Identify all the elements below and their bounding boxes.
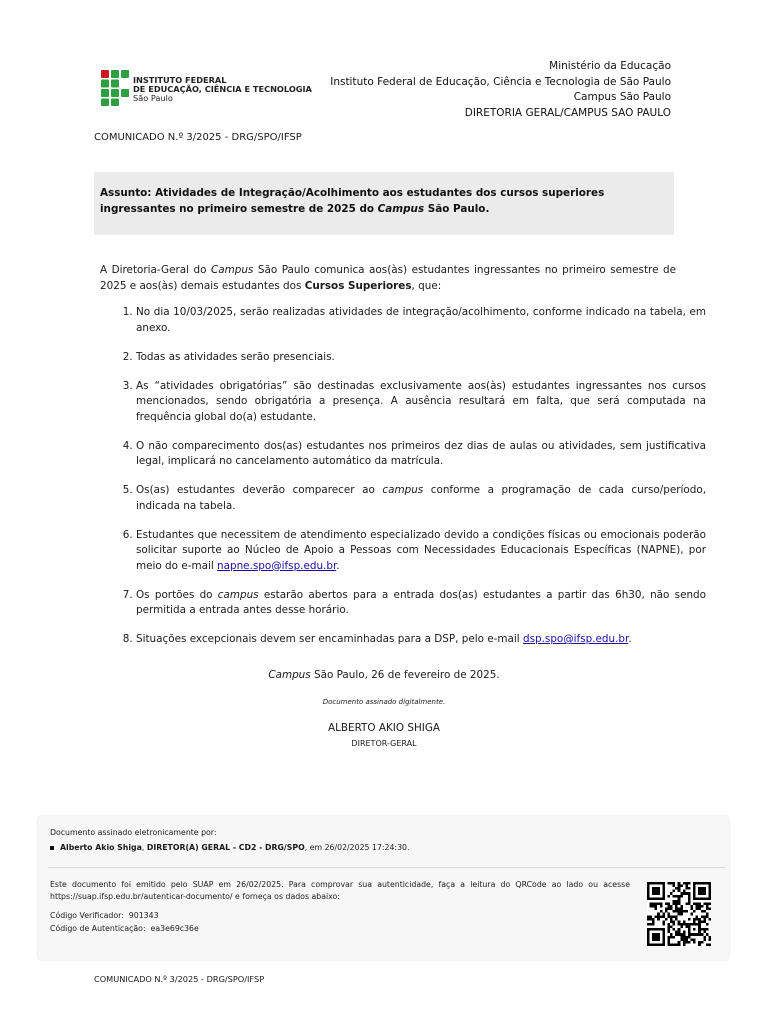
item-1-text: No dia 10/03/2025, serão realizadas atividades de integração/acolhimento, conforme indicado na tabela, em anexo. (136, 306, 706, 334)
ifsp-logo-text (133, 76, 312, 103)
verification-text: Este documento foi emitido pelo SUAP em 26/02/2025. Para comprovar sua autenticidade, faça a leitura do QRCode ao lado ou acesse https://suap.ifsp.edu.br/autenticar-documento/ e forneça os dados abaixo: (50, 880, 630, 901)
item-5-text-1: Os(as) estudantes deverão comparecer ao (136, 484, 383, 496)
item-7-campus: campus (217, 588, 259, 601)
institute-name: Instituto Federal de Educação, Ciência e Tecnologia de São Paulo (330, 75, 671, 88)
logo-line-1: INSTITUTO FEDERAL (133, 75, 227, 85)
date-text: São Paulo, 26 de fevereiro de 2025. (310, 669, 500, 681)
logo-line-2: DE EDUCAÇÃO, CIÊNCIA E TECNOLOGIA (133, 84, 312, 94)
list-item (136, 588, 706, 619)
signature-signer: Alberto Akio Shiga (60, 843, 142, 852)
ifsp-logo-grid-icon (101, 70, 129, 106)
ministry-name: Ministério da Educação (549, 60, 671, 72)
napne-email-link[interactable]: napne.spo@ifsp.edu.br (217, 559, 337, 572)
divider (48, 867, 726, 868)
list-item (136, 379, 706, 426)
campus-name: Campus São Paulo (573, 91, 671, 103)
intro-text-1: A Diretoria-Geral do (100, 264, 211, 276)
item-8-text-2: . (628, 633, 632, 645)
intro-paragraph (100, 263, 676, 294)
item-6-text-2: . (336, 559, 340, 572)
signer-name: ALBERTO AKIO SHIGA (328, 722, 440, 734)
verifier-code-label: Código Verificador: (50, 911, 124, 920)
auth-code-label: Código de Autenticação: (50, 923, 146, 933)
verification-codes (50, 910, 199, 935)
subject-campus: Campus (377, 203, 425, 215)
signature-role: DIRETOR(A) GERAL - CD2 - DRG/SPO (146, 843, 305, 852)
signature-panel-title: Documento assinado eletronicamente por: (50, 828, 217, 837)
item-5-campus: campus (382, 484, 424, 496)
list-item (136, 528, 706, 575)
item-3-text: As “atividades obrigatórias” são destinadas exclusivamente aos(às) estudantes ingressantes nos cursos mencionados, sendo obrigatória a presença. A ausência resultará em falta, que será computada na frequência global do(a) estudante. (136, 379, 706, 423)
announcement-list (100, 305, 706, 661)
signature-when: , em 26/02/2025 17:24:30. (304, 843, 410, 852)
list-item (136, 483, 706, 514)
letterhead (330, 59, 671, 121)
ifsp-logo (101, 70, 312, 110)
intro-bold: Cursos Superiores (304, 279, 412, 292)
intro-text-3: , que: (411, 279, 442, 292)
signature-sep: , (141, 843, 147, 852)
subject-box (94, 172, 674, 235)
item-7-text-2: estarão abertos para a entrada dos(as) estudantes a partir das 6h30, não sendo permitida a entrada antes desse horário. (136, 588, 706, 616)
signature-panel (38, 816, 729, 960)
document-id: COMUNICADO N.º 3/2025 - DRG/SPO/IFSP (94, 132, 302, 143)
subject-text-2: São Paulo. (424, 203, 490, 215)
item-2-text: Todas as atividades serão presenciais. (136, 350, 335, 363)
subject-text-1: Assunto: Atividades de Integração/Acolhimento aos estudantes dos cursos superiores ingressantes no primeiro semestre de 2025 do (100, 187, 605, 215)
qr-code-icon[interactable] (646, 882, 712, 946)
intro-text-2: São Paulo comunica aos(às) estudantes ingressantes no primeiro semestre de 2025 e aos(às) demais estudantes dos (100, 264, 676, 292)
date-line (0, 669, 768, 681)
intro-campus: Campus (211, 264, 254, 276)
list-item (136, 305, 706, 336)
signer-role: DIRETOR-GERAL (351, 739, 417, 748)
item-8-text-1: Situações excepcionais devem ser encaminhadas para a DSP, pelo e-mail (136, 633, 523, 645)
date-campus: Campus (268, 669, 311, 681)
signed-note: Documento assinado digitalmente. (322, 698, 446, 706)
auth-code-value: ea3e69c36e (150, 923, 199, 933)
item-4-text: O não comparecimento dos(as) estudantes nos primeiros dez dias de aulas ou atividades, sem justificativa legal, implicará no cancelamento automático da matrícula. (136, 439, 706, 467)
auth-code-row (50, 923, 199, 936)
signature-entry (50, 843, 410, 852)
dsp-email-link[interactable]: dsp.spo@ifsp.edu.br (523, 633, 629, 645)
list-item (136, 632, 706, 648)
item-7-text-1: Os portões do (136, 588, 218, 601)
item-6-text-1: Estudantes que necessitem de atendimento especializado devido a condições físicas ou emocionais poderão solicitar suporte ao Núcleo de Apoio a Pessoas com Necessidades Educacionais Específicas (NAPNE), por meio do e-mail (136, 528, 706, 572)
list-item (136, 350, 706, 366)
list-item (136, 439, 706, 470)
item-5-text-2: conforme a programação de cada curso/período, indicada na tabela. (136, 484, 707, 512)
footer-document-id: COMUNICADO N.º 3/2025 - DRG/SPO/IFSP (94, 974, 265, 984)
logo-line-3: São Paulo (133, 93, 173, 103)
bullet-icon (50, 846, 54, 850)
directorate-name: DIRETORIA GERAL/CAMPUS SAO PAULO (464, 106, 671, 119)
verifier-code-value: 901343 (128, 911, 159, 920)
verifier-code-row (50, 910, 199, 923)
